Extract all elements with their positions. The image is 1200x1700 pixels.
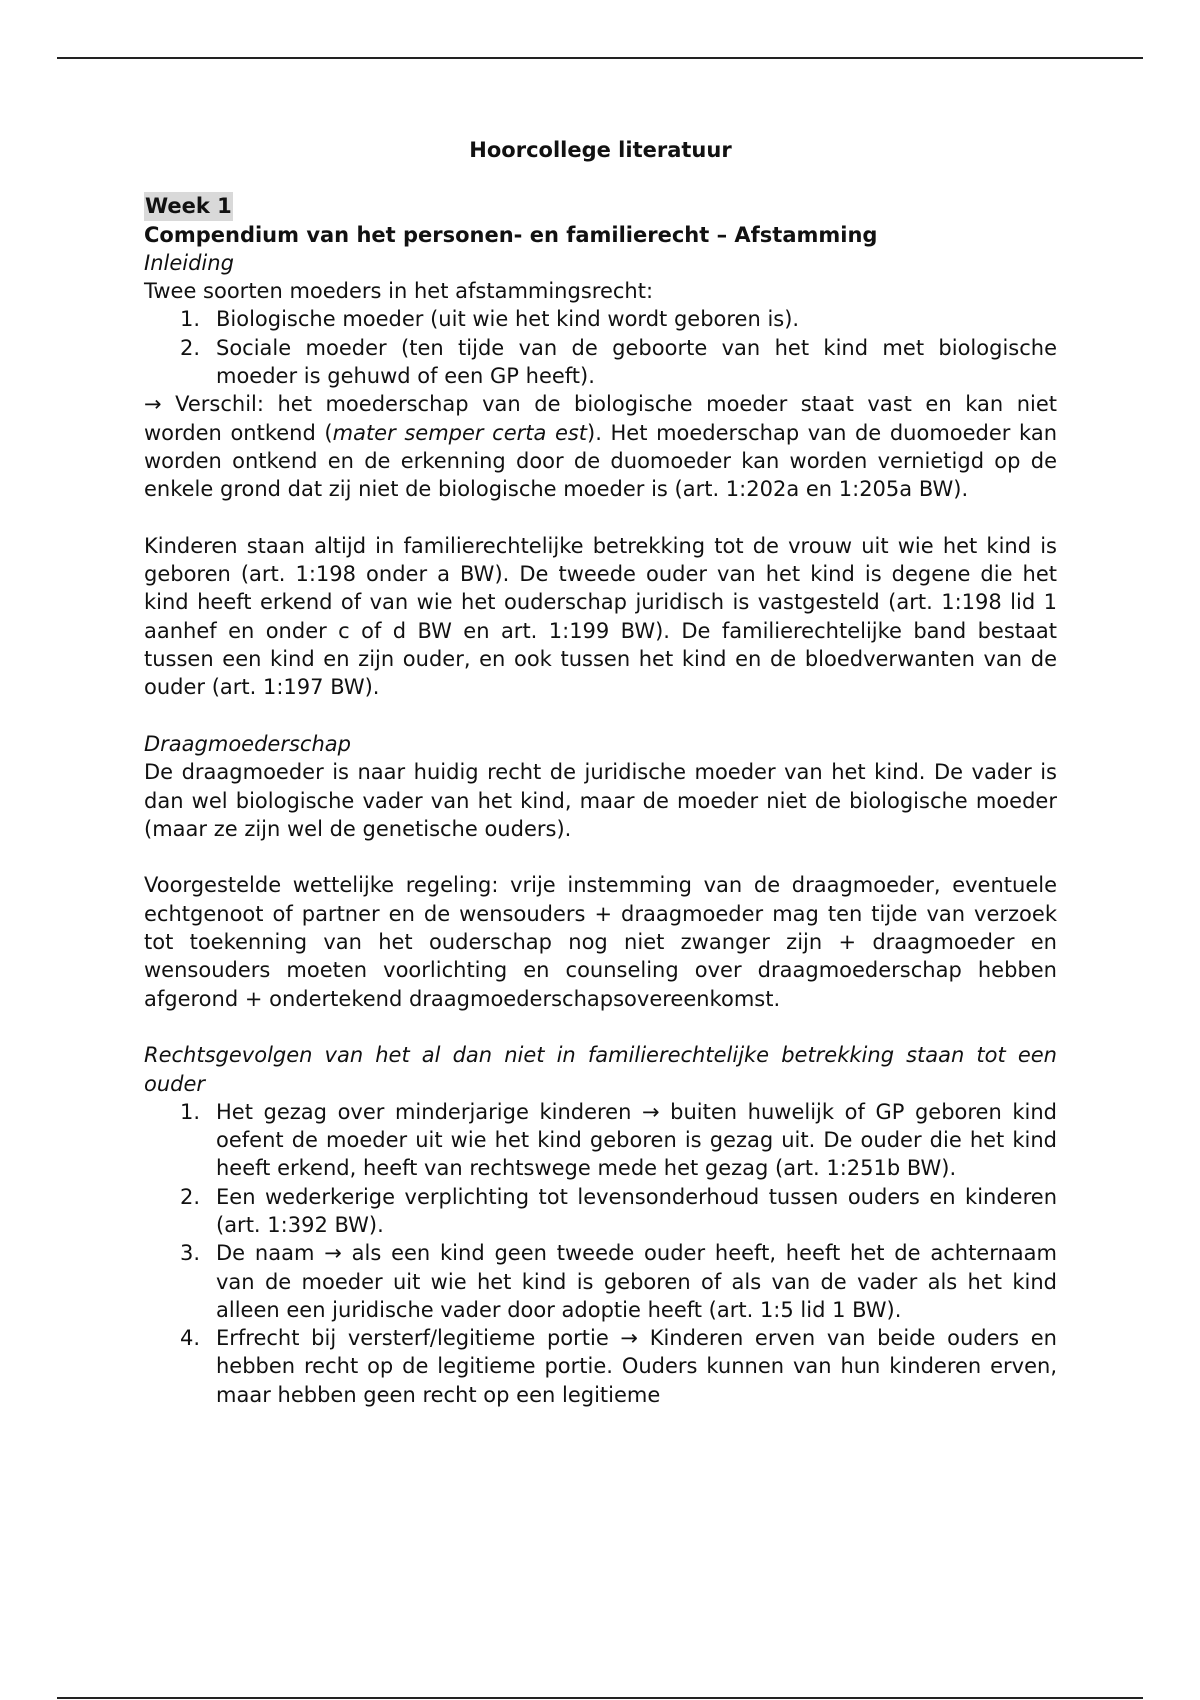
chapter-heading: Compendium van het personen- en familierecht – Afstamming — [144, 222, 878, 247]
intro-lead: Twee soorten moeders in het afstammingsrecht: — [144, 279, 654, 304]
document-page — [144, 136, 1057, 1409]
surrogacy-paragraph: De draagmoeder is naar huidig recht de juridische moeder van het kind. De vader is dan wel biologische vader van het kind, maar de moeder niet de biologische moeder (maar ze zijn wel de genetische ouders). — [144, 760, 1057, 841]
difference-paragraph: → Verschil: het moederschap van de biologische moeder staat vast en kan niet worden ontkend (mater semper certa est). Het moederschap van de duomoeder kan worden ontkend en de erkenning door de duomoeder kan worden vernietigd op de enkele grond dat zij niet de biologische moeder is (art. 1:202a en 1:205a BW). — [144, 392, 1058, 502]
intro-heading: Inleiding — [144, 250, 234, 275]
surrogacy-heading: Draagmoederschap — [144, 731, 351, 756]
consequences-heading: Rechtsgevolgen van het al dan niet in familierechtelijke betrekking staan tot een ouder — [144, 1043, 1057, 1096]
footer-rule — [57, 1697, 1143, 1699]
list-item: 1. Biologische moeder (uit wie het kind wordt geboren is). — [180, 307, 800, 332]
header-rule — [57, 57, 1143, 59]
list-item: 1. Het gezag over minderjarige kinderen → buiten huwelijk of GP geboren kind oefent de moeder uit wie het kind geboren is gezag uit. De ouder die het kind heeft erkend, heeft van rechtswege mede het gezag (art. 1:251b BW). — [180, 1099, 1057, 1181]
list-item: 3. De naam → als een kind geen tweede ouder heeft, heeft het de achternaam van de moeder uit wie het kind is geboren of als van de vader als het kind alleen een juridische vader door adoptie heeft (art. 1:5 lid 1 BW). — [180, 1241, 1057, 1322]
list-item: 2. Sociale moeder (ten tijde van de geboorte van het kind met biologische moeder is gehuwd of een GP heeft). — [180, 335, 1057, 389]
list-item: 2. Een wederkerige verplichting tot levensonderhoud tussen ouders en kinderen (art. 1:392 BW). — [180, 1184, 1057, 1237]
document-title: Hoorcollege literatuur — [469, 138, 732, 162]
descent-paragraph: Kinderen staan altijd in familierechtelijke betrekking tot de vrouw uit wie het kind is geboren (art. 1:198 onder a BW). De tweede ouder van het kind is degene die het kind heeft erkend of van wie het ouderschap juridisch is vastgesteld (art. 1:198 lid 1 aanhef en onder c of d BW en art. 1:199 BW). De familierechtelijke band bestaat tussen een kind en zijn ouder, en ook tussen het kind en de bloedverwanten van de ouder (art. 1:197 BW). — [144, 533, 1057, 700]
week-heading: Week 1 — [144, 192, 1057, 220]
proposed-regulation-paragraph: Voorgestelde wettelijke regeling: vrije instemming van de draagmoeder, eventuele echtgenoot of partner en de wensouders + draagmoeder mag ten tijde van verzoek tot toekenning van het ouderschap nog niet zwanger zijn + draagmoeder en wensouders moeten voorlichting en counseling over draagmoederschap hebben afgerond + ondertekend draagmoederschapsovereenkomst. — [144, 873, 1057, 1011]
consequences-list — [144, 1098, 1057, 1409]
list-item: 4. Erfrecht bij versterf/legitieme portie → Kinderen erven van beide ouders en hebben recht op de legitieme portie. Ouders kunnen van hun kinderen erven, maar hebben geen recht op een legitieme — [180, 1326, 1057, 1407]
mother-types-list — [144, 305, 1057, 390]
